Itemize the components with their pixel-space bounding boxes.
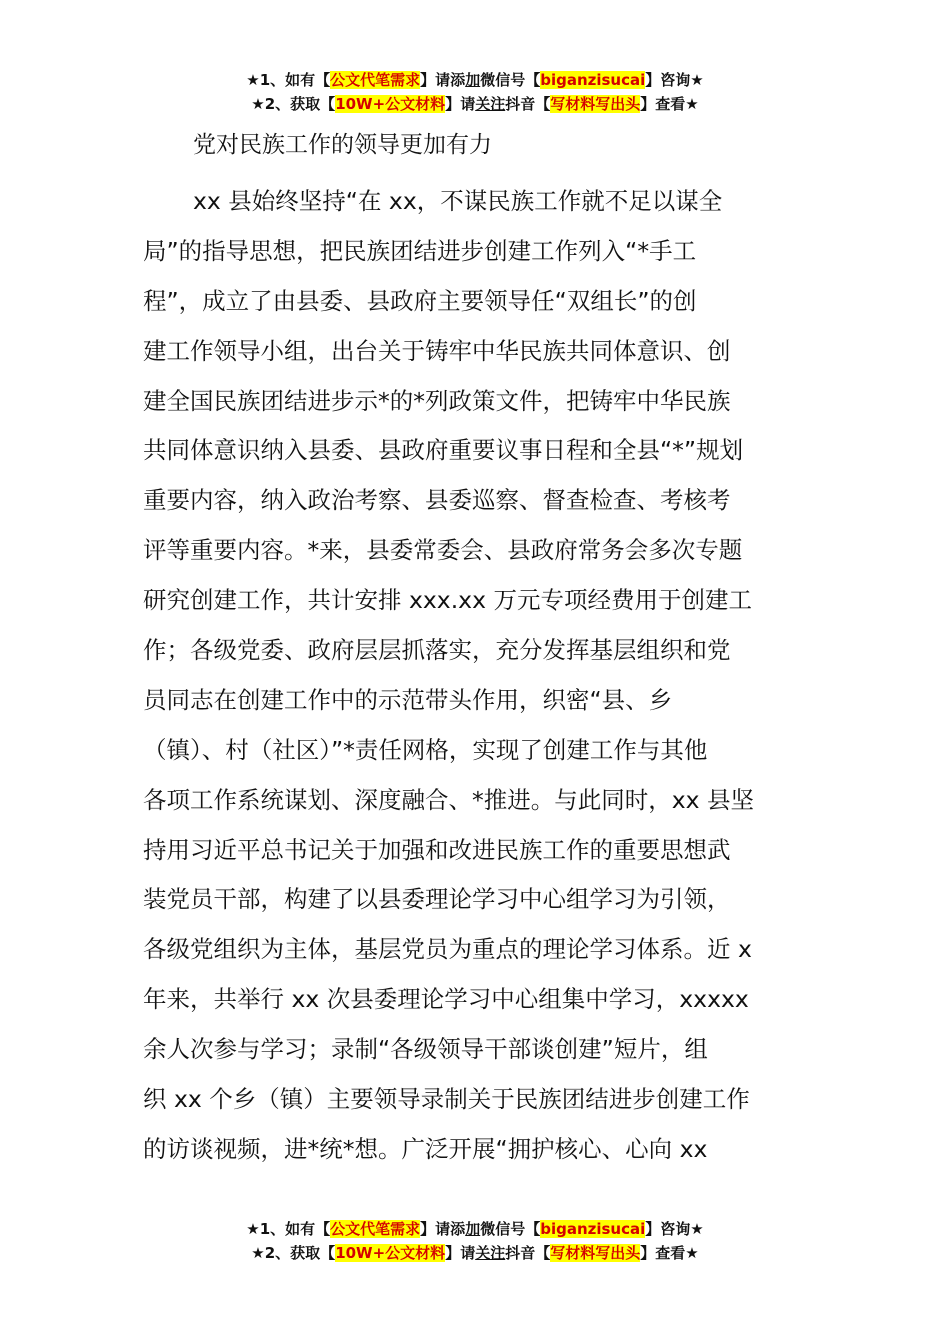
banner-highlight: 10W+公文材料 xyxy=(335,95,446,113)
banner-line-2 xyxy=(0,1241,950,1265)
paragraph-line: 余人次参与学习；录制“各级领导干部谈创建”短片，组 xyxy=(143,1035,708,1064)
banner-underlined: 关注 xyxy=(475,95,506,113)
banner-text: 抖音【 xyxy=(505,1244,551,1262)
banner-text: ★1、如有【 xyxy=(246,71,331,89)
paragraph-line: 建全国民族团结进步示*的*列政策文件，把铸牢中华民族 xyxy=(143,386,731,415)
footer-banner xyxy=(0,1217,950,1265)
banner-text: 】咨询★ xyxy=(645,1220,704,1238)
banner-highlight: 10W+公文材料 xyxy=(335,1244,446,1262)
banner-text: 】请 xyxy=(445,95,476,113)
banner-text: 】咨询★ xyxy=(645,71,704,89)
paragraph-line: 装党员干部，构建了以县委理论学习中心组学习为引领， xyxy=(143,885,731,914)
banner-highlight: 写材料写出头 xyxy=(550,1244,641,1262)
paragraph-line: 的访谈视频，进*统*想。广泛开展“拥护核心、心向 xx xyxy=(143,1134,708,1163)
paragraph-line: 评等重要内容。*来，县委常委会、县政府常务会多次专题 xyxy=(143,536,743,565)
banner-text: 微信号【 xyxy=(480,71,541,89)
section-intro-line: 党对民族工作的领导更加有力 xyxy=(193,132,492,158)
banner-highlight: 写材料写出头 xyxy=(550,95,641,113)
banner-text: 抖音【 xyxy=(505,95,551,113)
banner-underlined: 加 xyxy=(465,1220,481,1238)
banner-text: 】查看★ xyxy=(640,1244,699,1262)
paragraph-line: 研究创建工作，共计安排 xxx.xx 万元专项经费用于创建工 xyxy=(143,586,752,615)
banner-underlined: 加 xyxy=(465,71,481,89)
paragraph-line: 年来，共举行 xx 次县委理论学习中心组集中学习，xxxxx xyxy=(143,985,749,1014)
banner-text: 】查看★ xyxy=(640,95,699,113)
banner-text: 】请添 xyxy=(420,1220,466,1238)
paragraph-line: 持用习近平总书记关于加强和改进民族工作的重要思想武 xyxy=(143,835,731,864)
paragraph-line: 建工作领导小组，出台关于铸牢中华民族共同体意识、创 xyxy=(143,336,731,365)
banner-line-2 xyxy=(0,92,950,116)
paragraph-line: 共同体意识纳入县委、县政府重要议事日程和全县“*”规划 xyxy=(143,436,744,465)
banner-text: ★2、获取【 xyxy=(251,1244,336,1262)
paragraph-line: xx 县始终坚持“在 xx，不谋民族工作就不足以谋全 xyxy=(193,187,723,215)
banner-highlight: 公文代笔需求 xyxy=(330,1220,421,1238)
paragraph-line: 员同志在创建工作中的示范带头作用，织密“县、乡 xyxy=(143,685,673,714)
body-paragraph xyxy=(143,177,813,1175)
banner-highlight: biganzisucai xyxy=(540,1220,646,1238)
banner-line-1 xyxy=(0,1217,950,1241)
banner-text: ★1、如有【 xyxy=(246,1220,331,1238)
paragraph-line: 各项工作系统谋划、深度融合、*推进。与此同时，xx 县坚 xyxy=(143,785,755,814)
banner-text: 】请 xyxy=(445,1244,476,1262)
banner-highlight: 公文代笔需求 xyxy=(330,71,421,89)
banner-underlined: 关注 xyxy=(475,1244,506,1262)
paragraph-line: 各级党组织为主体，基层党员为重点的理论学习体系。近 x xyxy=(143,935,752,964)
paragraph-line: 重要内容，纳入政治考察、县委巡察、督查检查、考核考 xyxy=(143,486,731,515)
banner-text: 微信号【 xyxy=(480,1220,541,1238)
header-banner xyxy=(0,68,950,116)
paragraph-line: 局”的指导思想，把民族团结进步创建工作列入“*手工 xyxy=(143,236,697,265)
paragraph-line: 织 xx 个乡（镇）主要领导录制关于民族团结进步创建工作 xyxy=(143,1085,750,1114)
paragraph-line: 作；各级党委、政府层层抓落实，充分发挥基层组织和党 xyxy=(143,636,731,665)
banner-text: ★2、获取【 xyxy=(251,95,336,113)
banner-text: 】请添 xyxy=(420,71,466,89)
paragraph-line: 程”，成立了由县委、县政府主要领导任“双组长”的创 xyxy=(143,286,697,315)
banner-line-1 xyxy=(0,68,950,92)
paragraph-line: （镇）、村（社区）”*责任网格，实现了创建工作与其他 xyxy=(143,735,708,764)
banner-highlight: biganzisucai xyxy=(540,71,646,89)
